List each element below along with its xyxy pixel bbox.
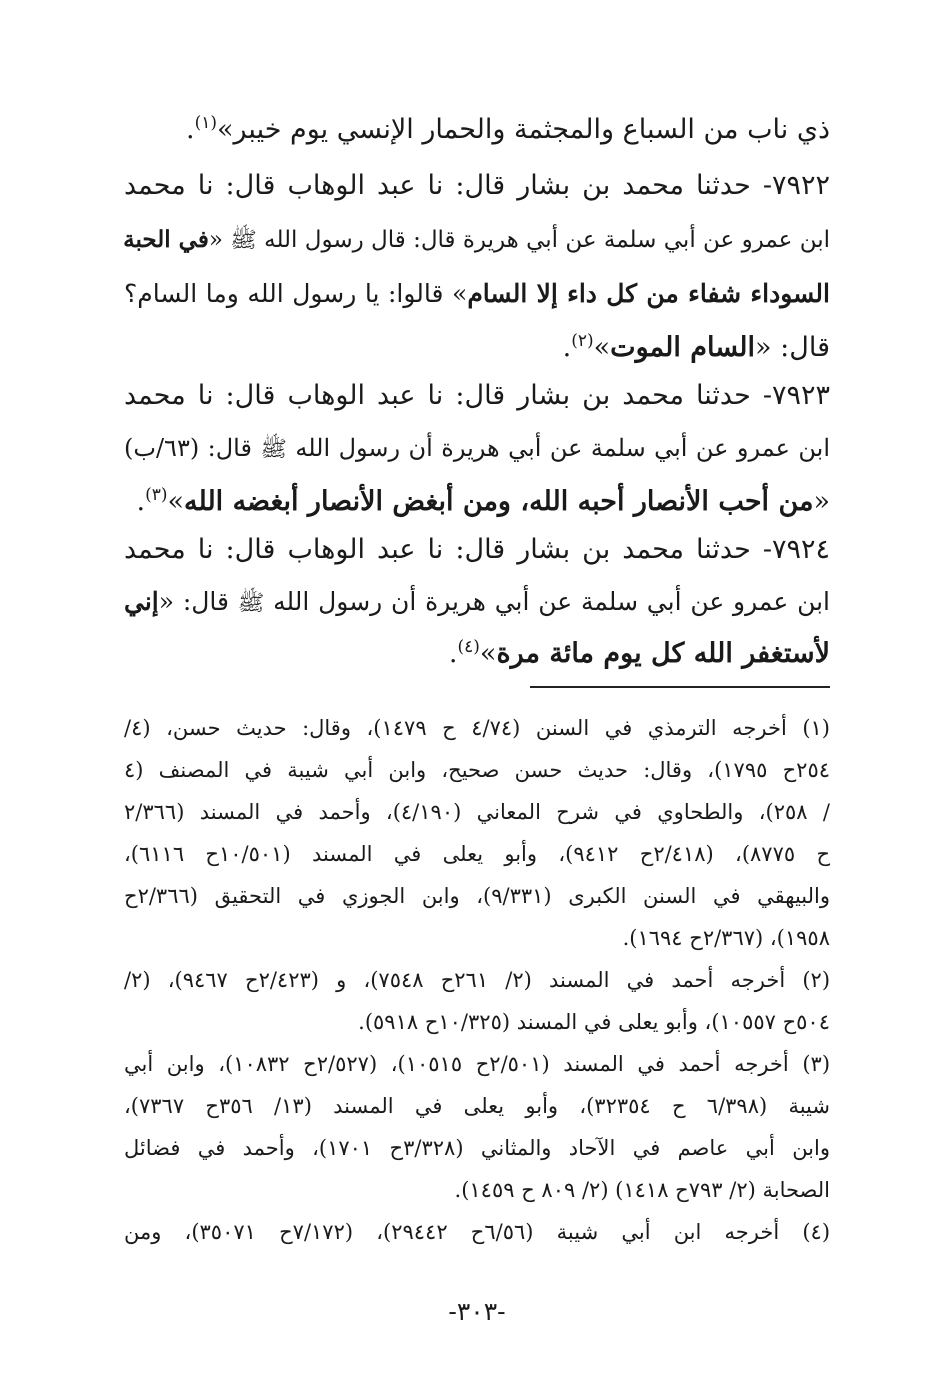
footnote-ref[interactable]: (١) [194, 113, 218, 133]
line-text: . [136, 486, 146, 517]
footnote-2 [124, 964, 830, 996]
hadith-text: لأستغفر الله كل يوم مائة مرة [496, 638, 830, 669]
footnote-text: ٥٠٤ح ١٠٥٥٧)، وأبو يعلى في المسند (١٠/٣٢٥ح ٥٩١٨). [358, 1010, 830, 1034]
footnote-3-cont [124, 1174, 830, 1206]
footnote-text: شيبة (٦/٣٩٨ ح ٣٢٣٥٤)، وأبو يعلى في المسند (١٣/ ٣٥٦ح ٧٣٦٧)، [124, 1094, 830, 1118]
footnote-1-cont [124, 880, 830, 912]
salutation-glyph: ﷺ [237, 591, 265, 616]
footnote-1-cont [124, 754, 830, 786]
text-line [124, 634, 830, 674]
footnote-1-cont [124, 922, 830, 954]
footnote-text: (١) أخرجه الترمذي في السنن (٤/٧٤ ح ١٤٧٩)، وقال: حديث حسن، (٤/ [124, 716, 830, 740]
line-text: « [813, 486, 830, 517]
footnote-ref[interactable]: (٢) [571, 331, 594, 351]
text-line [124, 274, 830, 314]
footnote-text: ١٩٥٨)، (٢/٣٦٧ح ١٦٩٤). [622, 926, 830, 950]
footnote-text: والبيهقي في السنن الكبرى (٩/٣٣١)، وابن الجوزي في التحقيق (٢/٣٦٦ح [124, 884, 830, 908]
text-line [124, 110, 830, 150]
text-line [124, 582, 830, 622]
hadith-7922-heading [124, 166, 830, 206]
line-text: » [593, 332, 611, 363]
line-text: ذي ناب من السباع والمجثمة والحمار الإنسي يوم خيبر» [217, 114, 830, 145]
salutation-glyph: ﷺ [230, 228, 257, 253]
text-line [124, 220, 830, 260]
line-text: ٧٩٢٣- حدثنا محمد بن بشار قال: نا عبد الوهاب قال: نا محمد [124, 380, 830, 411]
footnote-2-cont [124, 1006, 830, 1038]
line-text: ابن عمرو عن أبي سلمة عن أبي هريرة قال: قال رسول الله [256, 227, 830, 253]
text-line [124, 482, 830, 522]
page-number: -٣٠٣- [448, 1297, 506, 1326]
line-text: « [208, 227, 231, 253]
footnote-text: (٣) أخرجه أحمد في المسند (٢/٥٠١ح ١٠٥١٥)، (٢/٥٢٧ح ١٠٨٣٢)، وابن أبي [124, 1052, 831, 1076]
text-line [124, 428, 830, 468]
line-text: ٧٩٢٤- حدثنا محمد بن بشار قال: نا عبد الوهاب قال: نا محمد [124, 534, 830, 565]
footnote-text: (٢) أخرجه أحمد في المسند (٢/ ٢٦١ح ٧٥٤٨)، و (٢/٤٢٣ح ٩٤٦٧)، (٢/ [124, 968, 831, 992]
book-page [124, 0, 830, 1386]
salutation-glyph: ﷺ [260, 437, 287, 462]
footnote-3-cont [124, 1090, 830, 1122]
line-text: قال: « [755, 332, 830, 363]
line-text: ابن عمرو عن أبي سلمة عن أبي هريرة أن رسول الله [286, 434, 830, 462]
hadith-text: في الحبة [123, 226, 209, 253]
footnote-text: ٢٥٤ح ١٧٩٥)، وقال: حديث حسن صحيح، وابن أبي شيبة في المصنف (٤ [124, 758, 831, 782]
footnote-text: وابن أبي عاصم في الآحاد والمثاني (٣/٣٢٨ح ١٧٠١)، وأحمد في فضائل [124, 1136, 830, 1160]
text-line [124, 328, 830, 368]
line-text: » [167, 486, 185, 517]
footnote-text: ح ٨٧٧٥)، (٢/٤١٨ح ٩٤١٢)، وأبو يعلى في المسند (١٠/٥٠١ح ٦١١٦)، [124, 842, 831, 866]
footnote-3-cont [124, 1132, 830, 1164]
footnote-separator [530, 686, 830, 688]
footnote-ref[interactable]: (٤) [457, 637, 480, 657]
footnote-1 [124, 712, 830, 744]
footnote-1-cont [124, 838, 830, 870]
hadith-text: من أحب الأنصار أحبه الله، ومن أبغض الأنصار أبغضه الله [184, 486, 814, 517]
hadith-text: السوداء شفاء من كل داء إلا السام [467, 279, 830, 308]
line-text: . [448, 638, 458, 669]
footnote-text: (٤) أخرجه ابن أبي شيبة (٦/٥٦ح ٢٩٤٤٢)، (٧/١٧٢ح ٣٥٠٧١)، ومن [124, 1220, 831, 1244]
footnote-1-cont [124, 796, 830, 828]
footnote-ref[interactable]: (٣) [145, 485, 168, 505]
line-text: ابن عمرو عن أبي سلمة عن أبي هريرة أن رسول الله [264, 587, 830, 616]
line-text: قال: « [158, 587, 238, 616]
hadith-text: إني [124, 587, 159, 616]
hadith-7924-heading [124, 530, 830, 570]
line-text: ٧٩٢٢- حدثنا محمد بن بشار قال: نا عبد الوهاب قال: نا محمد [124, 170, 830, 201]
line-text: » [479, 638, 497, 669]
hadith-7923-heading [124, 376, 830, 416]
hadith-text: السام الموت [610, 332, 756, 363]
footnote-3 [124, 1048, 830, 1080]
line-text: » قالوا: يا رسول الله وما السام؟ [124, 279, 468, 308]
line-text: . [562, 332, 572, 363]
footnote-4 [124, 1216, 830, 1248]
footnote-text: / ٢٥٨)، والطحاوي في شرح المعاني (٤/١٩٠)، وأحمد في المسند (٢/٣٦٦ [124, 800, 830, 824]
footnote-text: الصحابة (٢/ ٧٩٣ح ١٤١٨) (٢/ ٨٠٩ ح ١٤٥٩). [454, 1178, 830, 1202]
line-text: . [186, 114, 195, 145]
line-text: قال: (٦٣/ب) [124, 434, 261, 462]
